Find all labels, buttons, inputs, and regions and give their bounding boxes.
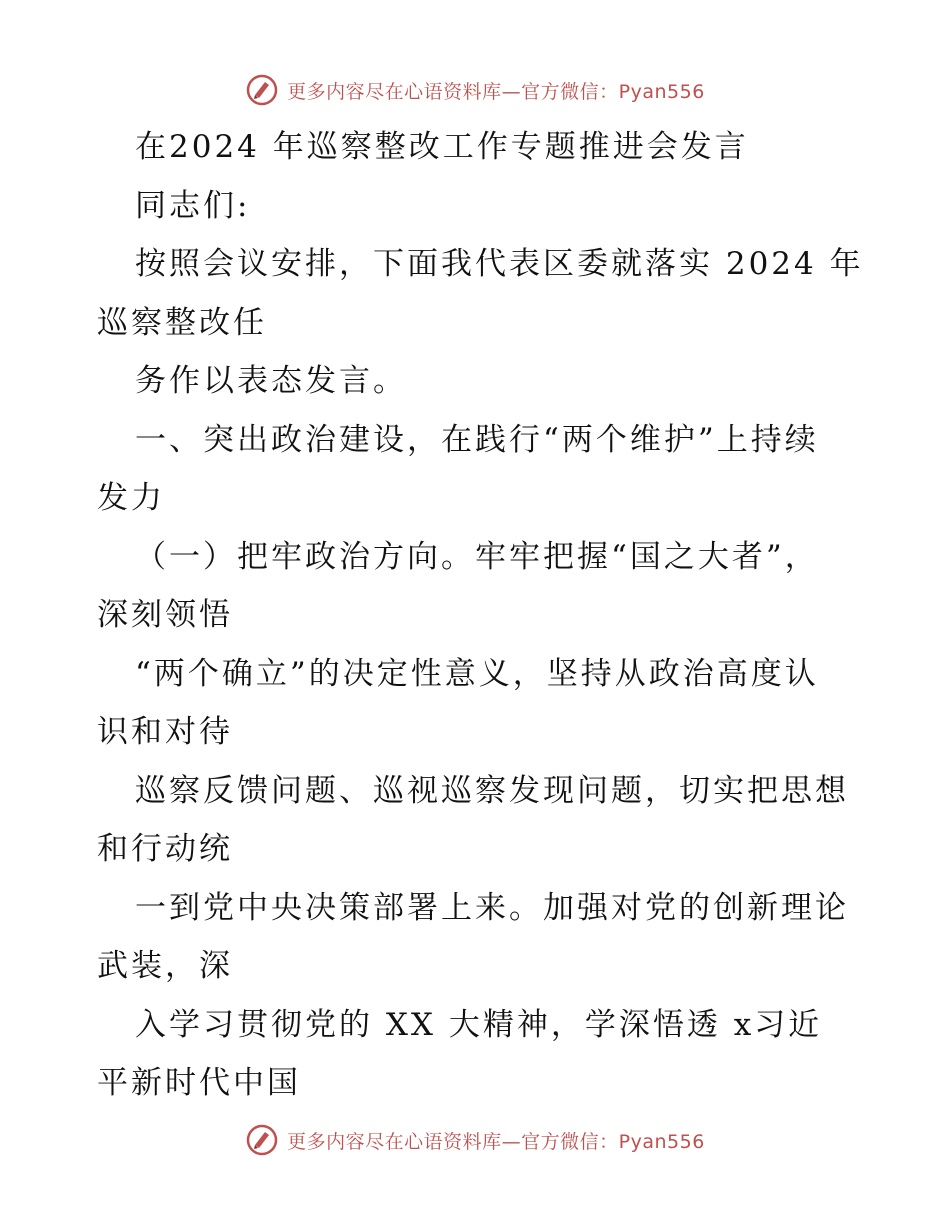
text-line: 按照会议安排，下面我代表区委就落实 2024 年	[135, 246, 864, 282]
text-line: 深刻领悟	[97, 597, 233, 633]
footer-banner	[0, 1120, 950, 1160]
text-line: 平新时代中国	[97, 1065, 301, 1101]
text-line: 入学习贯彻党的 XX 大精神，学深悟透 x习近	[135, 1006, 823, 1043]
document-body	[97, 118, 864, 1113]
header-banner	[0, 70, 950, 110]
text-line: 识和对待	[97, 714, 233, 750]
text-line: “两个确立”的决定性意义，坚持从政治高度认	[135, 655, 819, 692]
text-line: 巡察整改任	[97, 304, 267, 341]
banner-text: 更多内容尽在心语资料库—官方微信：Pyan556	[287, 1130, 705, 1153]
text-line: 巡察反馈问题、巡视巡察发现问题，切实把思想	[135, 772, 849, 809]
banner-text: 更多内容尽在心语资料库—官方微信：Pyan556	[287, 80, 705, 103]
text-line: 同志们:	[135, 187, 251, 224]
text-line: （一）把牢政治方向。牢牢把握“国之大者”，	[135, 538, 819, 575]
text-line: 发力	[97, 480, 165, 516]
text-line: 务作以表态发言。	[135, 363, 407, 399]
logo-icon	[245, 1123, 279, 1157]
text-line: 在2024 年巡察整改工作专题推进会发言	[135, 129, 749, 165]
text-line: 一到党中央决策部署上来。加强对党的创新理论	[135, 889, 849, 926]
logo-icon	[245, 73, 279, 107]
text-line: 和行动统	[97, 831, 233, 867]
text-line: 武装，深	[97, 948, 233, 984]
text-line: 一、突出政治建设，在践行“两个维护”上持续	[135, 421, 819, 458]
